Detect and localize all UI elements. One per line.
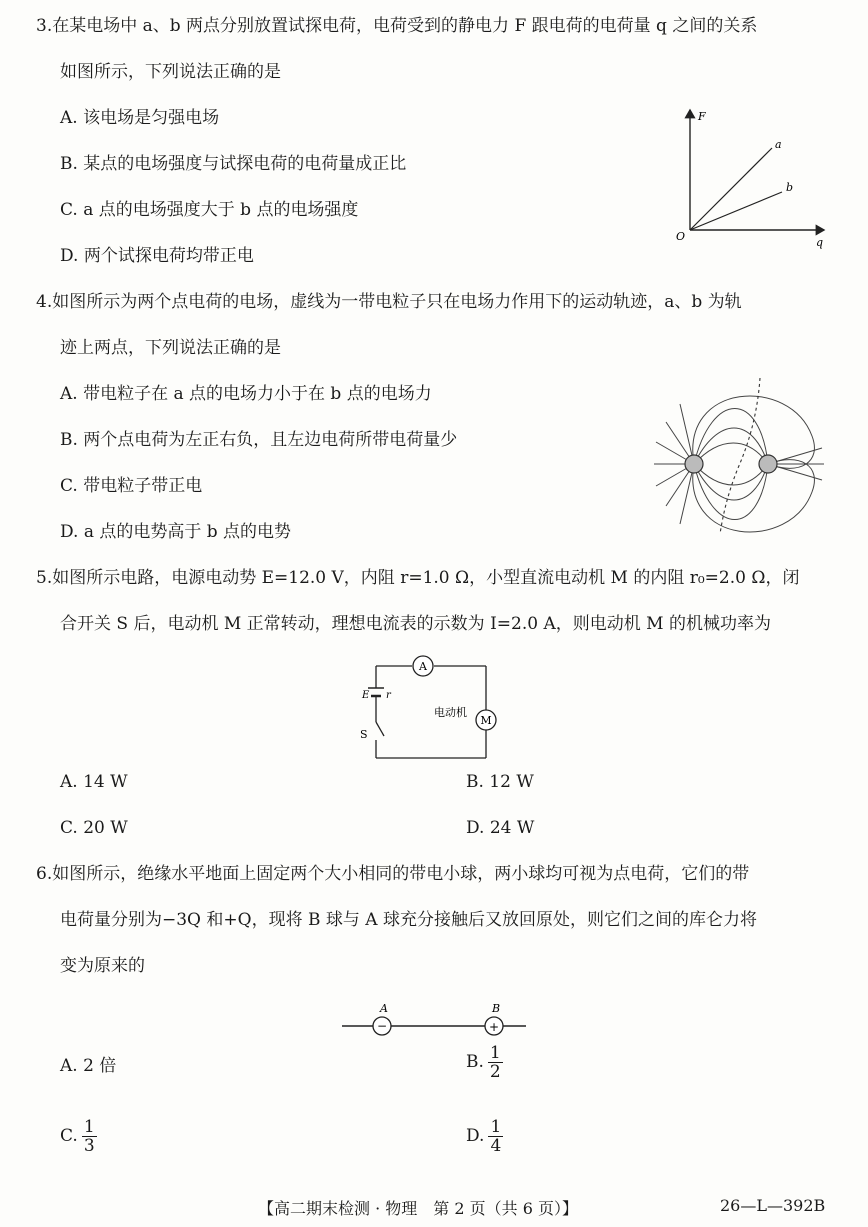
q3-graph-x-label: q bbox=[816, 236, 824, 249]
q3-graph-line-a-label: a bbox=[775, 138, 782, 151]
q4-stem-line1: 4.如图所示为两个点电荷的电场，虚线为一带电粒子只在电场力作用下的运动轨迹，a、b 为轨 bbox=[36, 292, 742, 312]
q3-option-c: C. a 点的电场强度大于 b 点的电场强度 bbox=[60, 200, 359, 220]
q6-option-c-numerator: 1 bbox=[83, 1117, 95, 1137]
q4-option-b: B. 两个点电荷为左正右负，且左边电荷所带电荷量少 bbox=[60, 430, 458, 450]
q4-option-d: D. a 点的电势高于 b 点的电势 bbox=[60, 522, 292, 542]
q4-field-diagram bbox=[640, 376, 830, 536]
q3-stem-line2: 如图所示，下列说法正确的是 bbox=[60, 62, 281, 82]
q6-option-d-denominator: 4 bbox=[490, 1136, 502, 1156]
q6-option-b-fraction bbox=[488, 1044, 503, 1081]
q3-fq-graph bbox=[672, 104, 832, 252]
q6-option-b-denominator: 2 bbox=[489, 1062, 501, 1082]
q6-option-b-prefix: B. bbox=[466, 1052, 484, 1072]
q6-ball-a-sign: − bbox=[376, 1019, 388, 1033]
q6-option-d-prefix: D. bbox=[466, 1126, 485, 1146]
page-footer-title: 【高二期末检测 · 物理 第 2 页（共 6 页）】 bbox=[258, 1199, 578, 1218]
page-footer-code: 26—L—392B bbox=[720, 1196, 826, 1215]
q6-ball-b-label: B bbox=[492, 1002, 501, 1015]
q3-graph-y-label: F bbox=[698, 110, 706, 123]
q6-option-c-denominator: 3 bbox=[83, 1136, 95, 1156]
q5-ammeter-label: A bbox=[419, 660, 427, 673]
q5-option-a: A. 14 W bbox=[60, 772, 128, 792]
q6-option-d-fraction bbox=[488, 1118, 503, 1155]
q6-option-d-numerator: 1 bbox=[490, 1117, 502, 1137]
q6-stem-line1: 6.如图所示，绝缘水平地面上固定两个大小相同的带电小球，两小球均可视为点电荷，它们的带 bbox=[36, 864, 750, 884]
q5-circuit-diagram bbox=[360, 654, 500, 766]
q5-stem-line2: 合开关 S 后，电动机 M 正常转动，理想电流表的示数为 I=2.0 A，则电动机 M 的机械功率为 bbox=[60, 614, 771, 634]
q3-stem-line1: 3.在某电场中 a、b 两点分别放置试探电荷，电荷受到的静电力 F 跟电荷的电荷量 q 之间的关系 bbox=[36, 16, 758, 36]
q5-option-b: B. 12 W bbox=[466, 772, 534, 792]
q3-graph-line-b-label: b bbox=[786, 181, 794, 194]
q6-charged-balls-diagram bbox=[336, 996, 532, 1036]
q5-option-c: C. 20 W bbox=[60, 818, 128, 838]
q4-option-c: C. 带电粒子带正电 bbox=[60, 476, 203, 496]
q5-internal-resistance-label: r bbox=[386, 690, 391, 701]
q4-stem-line2: 迹上两点，下列说法正确的是 bbox=[60, 338, 281, 358]
q5-stem-line1: 5.如图所示电路，电源电动势 E=12.0 V，内阻 r=1.0 Ω，小型直流电动机 M 的内阻 r₀=2.0 Ω，闭 bbox=[36, 568, 800, 588]
q3-option-a: A. 该电场是匀强电场 bbox=[60, 108, 220, 128]
q6-stem-line2: 电荷量分别为−3Q 和+Q，现将 B 球与 A 球充分接触后又放回原处，则它们之间的库仑力将 bbox=[60, 910, 757, 930]
q6-ball-a-label: A bbox=[380, 1002, 388, 1015]
q6-option-b-numerator: 1 bbox=[489, 1043, 501, 1063]
q6-option-d bbox=[466, 1118, 503, 1155]
q5-option-d: D. 24 W bbox=[466, 818, 535, 838]
q4-option-a: A. 带电粒子在 a 点的电场力小于在 b 点的电场力 bbox=[60, 384, 432, 404]
q5-switch-label: S bbox=[360, 728, 368, 741]
q6-stem-line3: 变为原来的 bbox=[60, 956, 145, 976]
q6-option-c-prefix: C. bbox=[60, 1126, 78, 1146]
q6-ball-b-sign: + bbox=[488, 1020, 500, 1034]
q6-option-c bbox=[60, 1118, 97, 1155]
q3-option-b: B. 某点的电场强度与试探电荷的电荷量成正比 bbox=[60, 154, 407, 174]
q3-graph-origin: O bbox=[676, 230, 686, 243]
q6-option-b bbox=[466, 1044, 503, 1081]
q3-option-d: D. 两个试探电荷均带正电 bbox=[60, 246, 254, 266]
q5-motor-text: 电动机 bbox=[434, 706, 467, 719]
q5-emf-label: E bbox=[362, 690, 370, 701]
q5-motor-label: M bbox=[480, 714, 492, 727]
q6-option-c-fraction bbox=[82, 1118, 97, 1155]
q6-option-a: A. 2 倍 bbox=[60, 1056, 117, 1076]
